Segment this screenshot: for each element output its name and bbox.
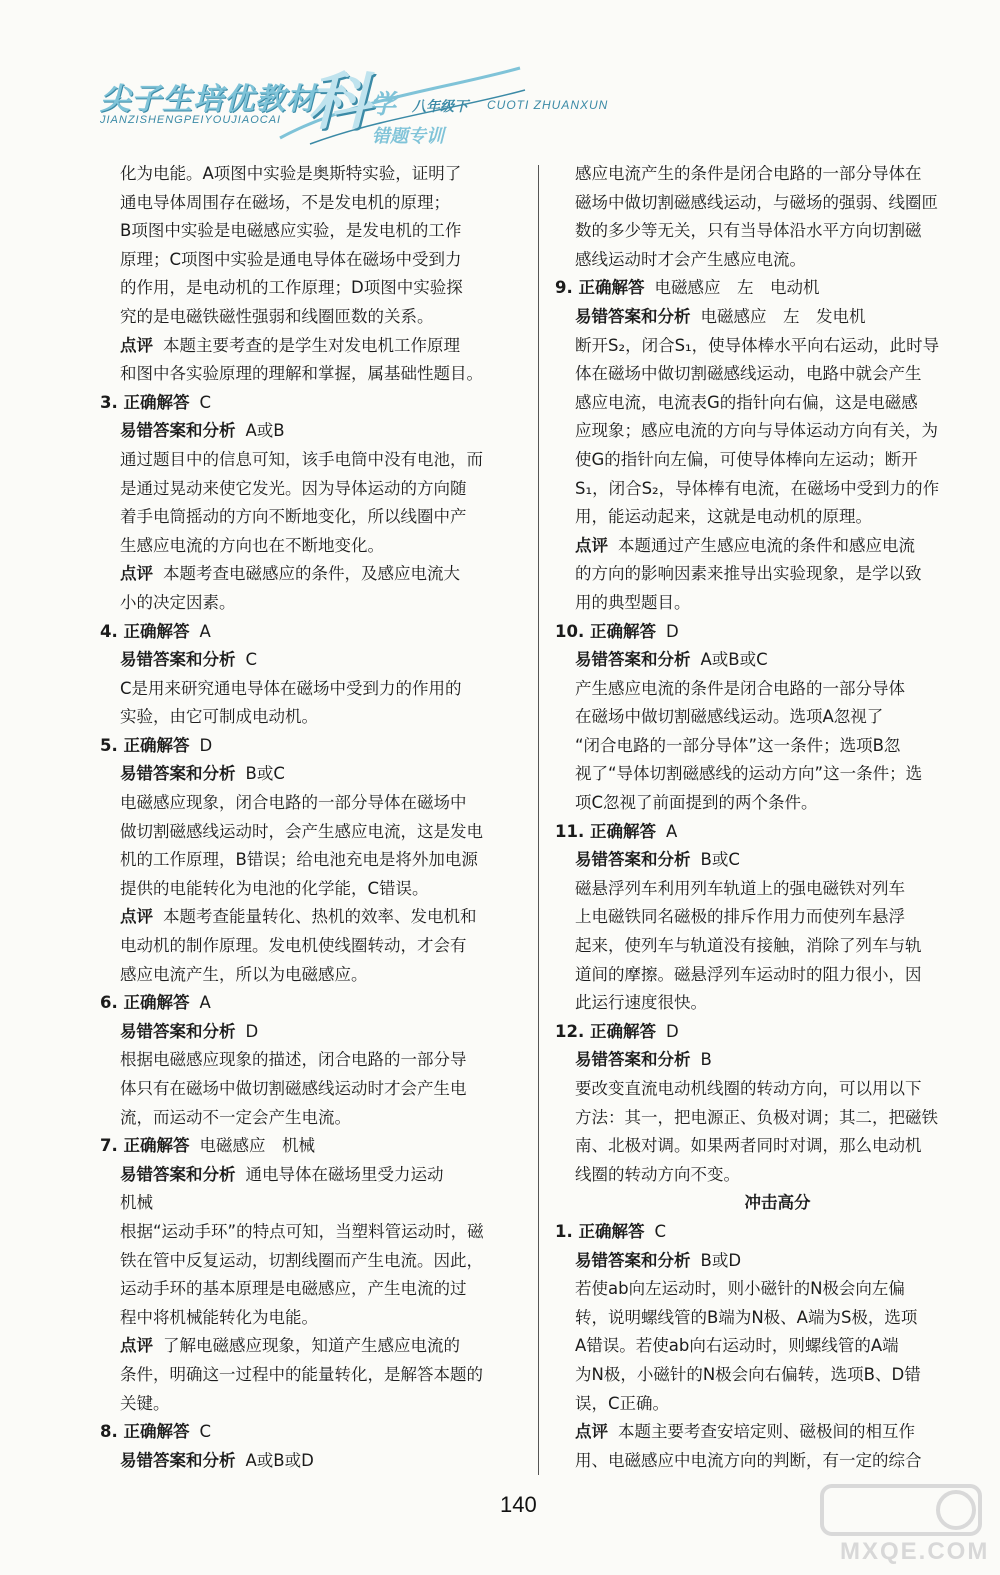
text-line: 用的典型题目。 bbox=[575, 592, 691, 612]
text-line: 条件，明确这一过程中的能量转化，是解答本题的 bbox=[120, 1364, 483, 1384]
question-7-wrong: 易错答案和分析 通电导体在磁场里受力运动 bbox=[120, 1164, 444, 1184]
series-title: 尖子生培优教材 bbox=[100, 82, 317, 117]
text-line: 项C忽视了前面提到的两个条件。 bbox=[575, 793, 818, 813]
question-12-wrong: 易错答案和分析 B bbox=[575, 1050, 712, 1070]
text-line: 机械 bbox=[120, 1193, 153, 1213]
text-line: 通过题目中的信息可知，该手电筒中没有电池，而 bbox=[120, 449, 483, 469]
comment-line: 点评 本题通过产生感应电流的条件和感应电流 bbox=[575, 535, 915, 555]
text-line: 根据电磁感应现象的描述，闭合电路的一部分导 bbox=[120, 1050, 467, 1070]
question-6-answer: 6. 正确解答 A bbox=[100, 993, 211, 1013]
text-line: “闭合电路的一部分导体”这一条件；选项B忽 bbox=[575, 735, 901, 755]
text-line: 小的决定因素。 bbox=[120, 592, 236, 612]
text-line: 提供的电能转化为电池的化学能，C错误。 bbox=[120, 878, 429, 898]
question-7-answer: 7. 正确解答 电磁感应 机械 bbox=[100, 1136, 315, 1156]
text-line: 使G的指针向左偏，可使导体棒向左运动；断开 bbox=[575, 449, 918, 469]
text-line: 的方向的影响因素来推导出实验现象，是学以致 bbox=[575, 564, 922, 584]
text-line: 方法：其一，把电源正、负极对调；其二，把磁铁 bbox=[575, 1107, 938, 1127]
text-line: 实验，由它可制成电动机。 bbox=[120, 707, 318, 727]
text-line: 感应电流，电流表G的指针向右偏，这是电磁感 bbox=[575, 392, 918, 412]
text-line: 机的工作原理，B错误；给电池充电是将外加电源 bbox=[120, 850, 478, 870]
text-line: S₁，闭合S₂，导体棒有电流，在磁场中受到力的作 bbox=[575, 478, 940, 498]
comment-line: 点评 本题主要考查安培定则、磁极间的相互作 bbox=[575, 1422, 915, 1442]
text-line: 感应电流产生的条件是闭合电路的一部分导体在 bbox=[575, 164, 922, 183]
question-3-answer: 3. 正确解答 C bbox=[100, 392, 212, 412]
series-pinyin: JIANZISHENGPEIYOUJIAOCAI bbox=[100, 114, 282, 126]
text-line: B项图中实验是电磁感应实验，是发电机的工作 bbox=[120, 221, 462, 241]
text-line: 流，而运动不一定会产生电流。 bbox=[120, 1107, 351, 1127]
book-subtitle: 错题专训 bbox=[372, 126, 444, 147]
question-12-answer: 12. 正确解答 D bbox=[555, 1021, 679, 1041]
text-line: 关键。 bbox=[120, 1393, 170, 1413]
grade-label: 八年级下 bbox=[412, 99, 468, 115]
text-line: 铁在管中反复运动，切割线圈而产生电流。因此， bbox=[120, 1250, 483, 1270]
text-line: 误，C正确。 bbox=[575, 1393, 670, 1413]
text-line: 电磁感应现象，闭合电路的一部分导体在磁场中 bbox=[120, 793, 467, 813]
text-line: 的作用，是电动机的工作原理；D项图中实验探 bbox=[120, 278, 463, 298]
question-11-wrong: 易错答案和分析 B或C bbox=[575, 850, 740, 870]
text-line: 原理；C项图中实验是通电导体在磁场中受到力 bbox=[120, 249, 462, 269]
text-line: 感应电流产生，所以为电磁感应。 bbox=[120, 964, 368, 984]
text-line: 着手电筒摇动的方向不断地变化，所以线圈中产 bbox=[120, 507, 467, 527]
text-line: 要改变直流电动机线圈的转动方向，可以用以下 bbox=[575, 1079, 922, 1098]
text-line: 是通过晃动来使它发光。因为导体运动的方向随 bbox=[120, 478, 467, 498]
comment-line: 点评 了解电磁感应现象，知道产生感应电流的 bbox=[120, 1336, 460, 1356]
text-line: 线圈的转动方向不变。 bbox=[575, 1164, 740, 1184]
text-line: 化为电能。A项图中实验是奥斯特实验，证明了 bbox=[120, 164, 462, 183]
question-10-wrong: 易错答案和分析 A或B或C bbox=[575, 650, 768, 670]
right-column bbox=[555, 160, 980, 1475]
text-line: 南、北极对调。如果两者同时对调，那么电动机 bbox=[575, 1136, 922, 1156]
question-8-answer: 8. 正确解答 C bbox=[100, 1422, 212, 1442]
question-5-answer: 5. 正确解答 D bbox=[100, 735, 213, 755]
text-line: A错误。若使ab向右运动时，则螺线管的A端 bbox=[575, 1336, 899, 1356]
watermark-text: MXQE.COM bbox=[840, 1538, 990, 1565]
text-line: 程中将机械能转化为电能。 bbox=[120, 1307, 318, 1327]
question-9-answer: 9. 正确解答 电磁感应 左 电动机 bbox=[555, 278, 820, 298]
text-line: 用，能运动起来，这就是电动机的原理。 bbox=[575, 507, 872, 527]
text-line: 磁场中做切割磁感线运动，与磁场的强弱、线圈匝 bbox=[575, 192, 938, 212]
question-8-wrong: 易错答案和分析 A或B或D bbox=[120, 1450, 314, 1470]
text-line: 做切割磁感线运动时，会产生感应电流，这是发电 bbox=[120, 821, 483, 841]
bonus-question-1-wrong: 易错答案和分析 B或D bbox=[575, 1250, 742, 1270]
comment-label: 点评 bbox=[120, 335, 153, 355]
question-10-answer: 10. 正确解答 D bbox=[555, 621, 679, 641]
text-line: 通电导体周围存在磁场，不是发电机的原理； bbox=[120, 192, 450, 212]
text-line: 感线运动时才会产生感应电流。 bbox=[575, 249, 806, 269]
text-line: 体只有在磁场中做切割磁感线运动时才会产生电 bbox=[120, 1079, 467, 1098]
text-line: 磁悬浮列车利用列车轨道上的强电磁铁对列车 bbox=[575, 878, 905, 898]
text-line: 产生感应电流的条件是闭合电路的一部分导体 bbox=[575, 678, 905, 698]
text-line: 生感应电流的方向也在不断地变化。 bbox=[120, 535, 384, 555]
text-line: 电动机的制作原理。发电机使线圈转动，才会有 bbox=[120, 936, 467, 956]
text-line: 用、电磁感应中电流方向的判断，有一定的综合 bbox=[575, 1450, 922, 1470]
text-line: 和图中各实验原理的理解和掌握，属基础性题目。 bbox=[120, 364, 483, 384]
bonus-question-1-answer: 1. 正确解答 C bbox=[555, 1221, 667, 1241]
subject-title-2: 学 bbox=[370, 90, 397, 120]
question-5-wrong: 易错答案和分析 B或C bbox=[120, 764, 285, 784]
comment-line bbox=[100, 332, 520, 361]
text-line: 视了“导体切割磁感线的运动方向”这一条件；选 bbox=[575, 764, 923, 784]
text-line: C是用来研究通电导体在磁场中受到力的作用的 bbox=[120, 678, 462, 698]
question-4-wrong: 易错答案和分析 C bbox=[120, 650, 258, 670]
text-line: 起来，使列车与轨道没有接触，消除了列车与轨 bbox=[575, 936, 922, 956]
text-line: 体在磁场中做切割磁感线运动，电路中就会产生 bbox=[575, 364, 922, 384]
text-line: 运动手环的基本原理是电磁感应，产生电流的过 bbox=[120, 1279, 467, 1299]
comment-line: 点评 本题考查电磁感应的条件，及感应电流大 bbox=[120, 564, 460, 584]
left-column bbox=[100, 160, 520, 1475]
text-line: 应现象；感应电流的方向与导体运动方向有关，为 bbox=[575, 421, 938, 441]
text-line: 究的是电磁铁磁性强弱和线圈匝数的关系。 bbox=[120, 306, 434, 326]
comment-line: 点评 本题考查能量转化、热机的效率、发电机和 bbox=[120, 907, 477, 927]
english-subtitle: CUOTI ZHUANXUN bbox=[487, 98, 609, 112]
text-line: 在磁场中做切割磁感线运动。选项A忽视了 bbox=[575, 707, 884, 727]
question-3-wrong: 易错答案和分析 A或B bbox=[120, 421, 285, 441]
subject-title: 科 bbox=[308, 65, 371, 138]
text-line: 根据“运动手环”的特点可知，当塑料管运动时，磁 bbox=[120, 1221, 484, 1241]
question-9-wrong: 易错答案和分析 电磁感应 左 发电机 bbox=[575, 306, 866, 326]
text-line: 此运行速度很快。 bbox=[575, 993, 707, 1013]
text-line: 上电磁铁同名磁极的排斥作用力而使列车悬浮 bbox=[575, 907, 905, 927]
text-line: 道间的摩擦。磁悬浮列车运动时的阻力很小，因 bbox=[575, 964, 922, 984]
text-line: 若使ab向左运动时，则小磁针的N极会向左偏 bbox=[575, 1279, 905, 1299]
text-line: 断开S₂，闭合S₁，使导体棒水平向右运动，此时导 bbox=[575, 335, 940, 355]
text-line: 转，说明螺线管的B端为N极、A端为S极，选项 bbox=[575, 1307, 918, 1327]
text-line: 为N极，小磁针的N极会向右偏转，选项B、D错 bbox=[575, 1364, 921, 1384]
page-number: 140 bbox=[500, 1492, 537, 1517]
column-divider bbox=[538, 165, 539, 1475]
comment-text: 本题主要考查的是学生对发电机工作原理 bbox=[163, 335, 460, 355]
section-heading: 冲击高分 bbox=[744, 1193, 811, 1213]
page-header bbox=[0, 0, 1000, 160]
question-6-wrong: 易错答案和分析 D bbox=[120, 1021, 259, 1041]
question-4-answer: 4. 正确解答 A bbox=[100, 621, 211, 641]
question-11-answer: 11. 正确解答 A bbox=[555, 821, 678, 841]
text-line: 数的多少等无关，只有当导体沿水平方向切割磁 bbox=[575, 221, 922, 241]
